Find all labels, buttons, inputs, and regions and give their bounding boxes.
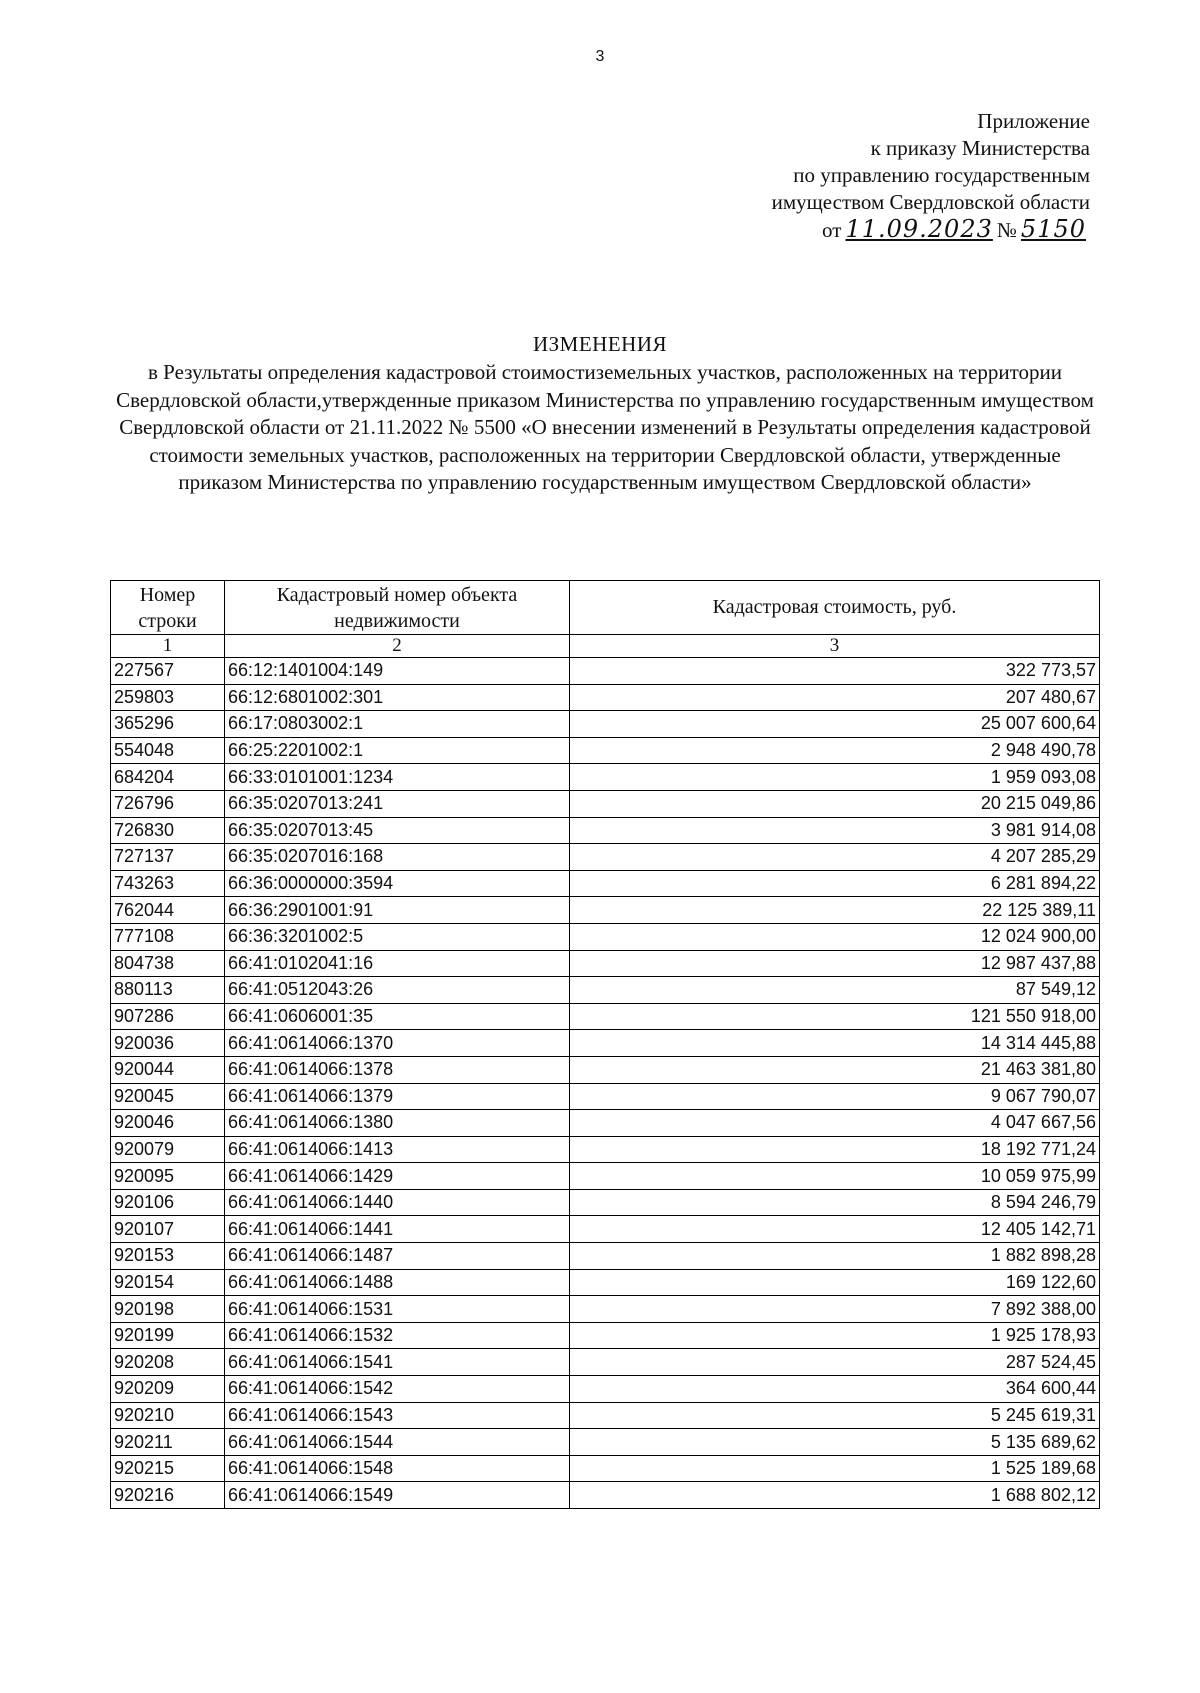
cadastral-cost-cell: 8 594 246,79 — [570, 1189, 1100, 1216]
table-row — [111, 950, 1100, 977]
cadastral-cost-cell: 6 281 894,22 — [570, 870, 1100, 897]
cadastral-table — [110, 580, 1100, 1509]
cadastral-number-cell: 66:41:0606001:35 — [225, 1003, 570, 1030]
cadastral-number-cell: 66:41:0614066:1370 — [225, 1030, 570, 1057]
table-row — [111, 1376, 1100, 1403]
table-row — [111, 1349, 1100, 1376]
table-body — [111, 658, 1100, 1509]
cadastral-number-cell: 66:12:6801002:301 — [225, 684, 570, 711]
table-row — [111, 977, 1100, 1004]
cadastral-number-cell: 66:41:0614066:1413 — [225, 1136, 570, 1163]
cadastral-cost-cell: 9 067 790,07 — [570, 1083, 1100, 1110]
table-row — [111, 790, 1100, 817]
column-index: 2 — [225, 635, 570, 658]
table-row — [111, 1269, 1100, 1296]
row-number-cell: 259803 — [111, 684, 225, 711]
table-row — [111, 711, 1100, 738]
row-number-cell: 907286 — [111, 1003, 225, 1030]
cadastral-cost-cell: 87 549,12 — [570, 977, 1100, 1004]
cadastral-cost-cell: 20 215 049,86 — [570, 790, 1100, 817]
table-header-row — [111, 581, 1100, 635]
row-number-cell: 920199 — [111, 1322, 225, 1349]
table-row — [111, 1056, 1100, 1083]
row-number-cell: 920106 — [111, 1189, 225, 1216]
cadastral-number-cell: 66:12:1401004:149 — [225, 658, 570, 685]
row-number-cell: 920216 — [111, 1482, 225, 1509]
page-number: 3 — [595, 48, 605, 65]
header-cadastral-number: Кадастровый номер объекта недвижимости — [225, 581, 570, 635]
cadastral-cost-cell: 12 987 437,88 — [570, 950, 1100, 977]
row-number-cell: 804738 — [111, 950, 225, 977]
cadastral-number-cell: 66:41:0614066:1541 — [225, 1349, 570, 1376]
table-row — [111, 1003, 1100, 1030]
row-number-cell: 727137 — [111, 844, 225, 871]
row-number-cell: 365296 — [111, 711, 225, 738]
cadastral-number-cell: 66:41:0614066:1548 — [225, 1455, 570, 1482]
cadastral-number-cell: 66:41:0512043:26 — [225, 977, 570, 1004]
cadastral-number-cell: 66:35:0207013:241 — [225, 790, 570, 817]
cadastral-cost-cell: 10 059 975,99 — [570, 1163, 1100, 1190]
cadastral-number-cell: 66:36:3201002:5 — [225, 923, 570, 950]
cadastral-number-cell: 66:25:2201002:1 — [225, 737, 570, 764]
cadastral-number-cell: 66:41:0614066:1542 — [225, 1376, 570, 1403]
cadastral-cost-cell: 5 135 689,62 — [570, 1429, 1100, 1456]
cadastral-cost-cell: 364 600,44 — [570, 1376, 1100, 1403]
row-number-cell: 920154 — [111, 1269, 225, 1296]
table-row — [111, 1322, 1100, 1349]
table-row — [111, 1163, 1100, 1190]
table-row — [111, 870, 1100, 897]
header-row-number: Номер строки — [111, 581, 225, 635]
cadastral-cost-cell: 287 524,45 — [570, 1349, 1100, 1376]
table-row — [111, 737, 1100, 764]
cadastral-cost-cell: 12 405 142,71 — [570, 1216, 1100, 1243]
cadastral-number-cell: 66:41:0614066:1532 — [225, 1322, 570, 1349]
table-row — [111, 1455, 1100, 1482]
appendix-line: к приказу Министерства — [870, 136, 1090, 160]
date-prefix: от — [822, 218, 842, 242]
cadastral-number-cell: 66:41:0614066:1487 — [225, 1243, 570, 1270]
cadastral-number-cell: 66:41:0614066:1549 — [225, 1482, 570, 1509]
cadastral-cost-cell: 7 892 388,00 — [570, 1296, 1100, 1323]
table-row — [111, 1482, 1100, 1509]
row-number-cell: 920208 — [111, 1349, 225, 1376]
cadastral-number-cell: 66:33:0101001:1234 — [225, 764, 570, 791]
cadastral-cost-cell: 1 882 898,28 — [570, 1243, 1100, 1270]
cadastral-number-cell: 66:41:0614066:1440 — [225, 1189, 570, 1216]
cadastral-cost-cell: 1 688 802,12 — [570, 1482, 1100, 1509]
cadastral-number-cell: 66:35:0207016:168 — [225, 844, 570, 871]
row-number-cell: 920044 — [111, 1056, 225, 1083]
cadastral-number-cell: 66:17:0803002:1 — [225, 711, 570, 738]
table-index-row — [111, 635, 1100, 658]
cadastral-cost-cell: 1 959 093,08 — [570, 764, 1100, 791]
row-number-cell: 777108 — [111, 923, 225, 950]
appendix-line: имуществом Свердловской области — [771, 190, 1090, 214]
table-row — [111, 1402, 1100, 1429]
cadastral-cost-cell: 1 525 189,68 — [570, 1455, 1100, 1482]
number-prefix: № — [996, 218, 1017, 242]
row-number-cell: 920198 — [111, 1296, 225, 1323]
cadastral-cost-cell: 14 314 445,88 — [570, 1030, 1100, 1057]
row-number-cell: 920095 — [111, 1163, 225, 1190]
appendix-line: Приложение — [977, 109, 1090, 133]
row-number-cell: 920153 — [111, 1243, 225, 1270]
cadastral-number-cell: 66:41:0614066:1488 — [225, 1269, 570, 1296]
table-row — [111, 684, 1100, 711]
cadastral-number-cell: 66:41:0614066:1544 — [225, 1429, 570, 1456]
cadastral-number-cell: 66:41:0614066:1379 — [225, 1083, 570, 1110]
column-index: 3 — [570, 635, 1100, 658]
table-row — [111, 1189, 1100, 1216]
row-number-cell: 554048 — [111, 737, 225, 764]
table-row — [111, 658, 1100, 685]
row-number-cell: 743263 — [111, 870, 225, 897]
cadastral-cost-cell: 322 773,57 — [570, 658, 1100, 685]
row-number-cell: 920045 — [111, 1083, 225, 1110]
cadastral-cost-cell: 2 948 490,78 — [570, 737, 1100, 764]
cadastral-cost-cell: 18 192 771,24 — [570, 1136, 1100, 1163]
row-number-cell: 684204 — [111, 764, 225, 791]
row-number-cell: 920036 — [111, 1030, 225, 1057]
appendix-line: по управлению государственным — [793, 163, 1090, 187]
cadastral-cost-cell: 1 925 178,93 — [570, 1322, 1100, 1349]
cadastral-number-cell: 66:35:0207013:45 — [225, 817, 570, 844]
table-row — [111, 764, 1100, 791]
row-number-cell: 920210 — [111, 1402, 225, 1429]
cadastral-cost-cell: 4 047 667,56 — [570, 1110, 1100, 1137]
cadastral-cost-cell: 25 007 600,64 — [570, 711, 1100, 738]
cadastral-cost-cell: 207 480,67 — [570, 684, 1100, 711]
cadastral-cost-cell: 169 122,60 — [570, 1269, 1100, 1296]
header-cadastral-cost: Кадастровая стоимость, руб. — [570, 581, 1100, 635]
row-number-cell: 920046 — [111, 1110, 225, 1137]
table-row — [111, 1136, 1100, 1163]
table-row — [111, 1296, 1100, 1323]
table-row — [111, 923, 1100, 950]
row-number-cell: 920209 — [111, 1376, 225, 1403]
table-row — [111, 1030, 1100, 1057]
row-number-cell: 227567 — [111, 658, 225, 685]
table-row — [111, 1110, 1100, 1137]
cadastral-cost-cell: 22 125 389,11 — [570, 897, 1100, 924]
cadastral-number-cell: 66:41:0614066:1531 — [225, 1296, 570, 1323]
table-row — [111, 844, 1100, 871]
cadastral-cost-cell: 4 207 285,29 — [570, 844, 1100, 871]
cadastral-number-cell: 66:36:0000000:3594 — [225, 870, 570, 897]
table-row — [111, 1243, 1100, 1270]
row-number-cell: 920211 — [111, 1429, 225, 1456]
cadastral-number-cell: 66:41:0102041:16 — [225, 950, 570, 977]
cadastral-number-cell: 66:41:0614066:1378 — [225, 1056, 570, 1083]
cadastral-cost-cell: 5 245 619,31 — [570, 1402, 1100, 1429]
order-date-number — [772, 216, 1090, 244]
table-row — [111, 817, 1100, 844]
row-number-cell: 726796 — [111, 790, 225, 817]
handwritten-date: 11.09.2023 — [845, 215, 993, 243]
table-row — [111, 897, 1100, 924]
table-row — [111, 1429, 1100, 1456]
table-row — [111, 1083, 1100, 1110]
cadastral-number-cell: 66:36:2901001:91 — [225, 897, 570, 924]
document-title: ИЗМЕНЕНИЯ — [532, 332, 668, 356]
column-index: 1 — [111, 635, 225, 658]
row-number-cell: 726830 — [111, 817, 225, 844]
cadastral-cost-cell: 12 024 900,00 — [570, 923, 1100, 950]
table-row — [111, 1216, 1100, 1243]
row-number-cell: 920107 — [111, 1216, 225, 1243]
row-number-cell: 880113 — [111, 977, 225, 1004]
row-number-cell: 920079 — [111, 1136, 225, 1163]
handwritten-number: 5150 — [1020, 215, 1086, 243]
cadastral-number-cell: 66:41:0614066:1429 — [225, 1163, 570, 1190]
cadastral-cost-cell: 121 550 918,00 — [570, 1003, 1100, 1030]
cadastral-cost-cell: 21 463 381,80 — [570, 1056, 1100, 1083]
cadastral-number-cell: 66:41:0614066:1441 — [225, 1216, 570, 1243]
row-number-cell: 920215 — [111, 1455, 225, 1482]
document-subtitle: в Результаты определения кадастровой стоимостиземельных участков, расположенных на территории Свердловской области,утвержденные приказом Министерства по управлению государственным имуществом Свердловской области от 21.11.2022 № 5500 «О внесении изменений в Результаты определения кадастровой стоимости земельных участков, расположенных на территории Свердловской области, утвержденные приказом Министерства по управлению государственным имуществом Свердловской области» — [116, 360, 1094, 494]
cadastral-number-cell: 66:41:0614066:1380 — [225, 1110, 570, 1137]
cadastral-number-cell: 66:41:0614066:1543 — [225, 1402, 570, 1429]
appendix-block — [772, 108, 1090, 244]
cadastral-cost-cell: 3 981 914,08 — [570, 817, 1100, 844]
row-number-cell: 762044 — [111, 897, 225, 924]
